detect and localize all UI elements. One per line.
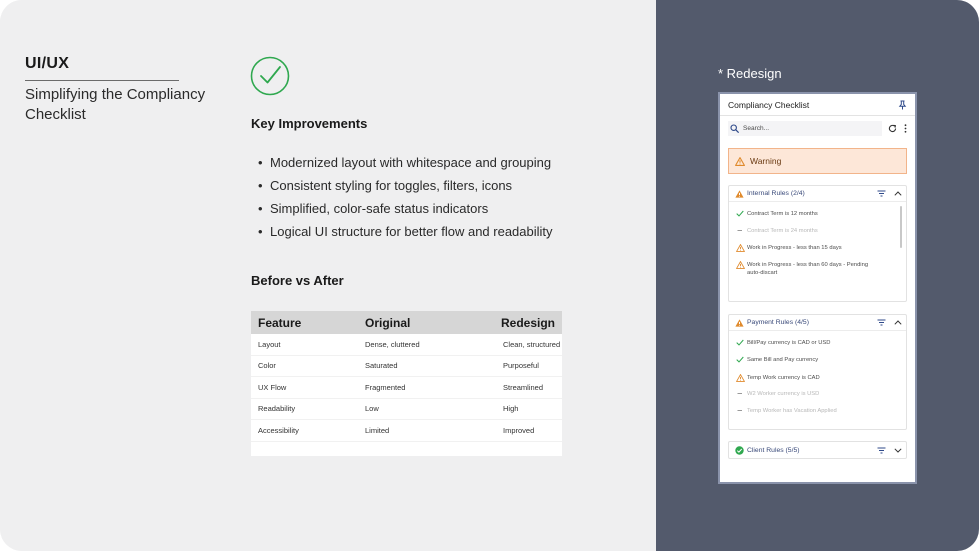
comparison-table [251,311,562,456]
rule-item [729,339,906,356]
divider [25,80,179,81]
table-cell: Color [258,361,276,371]
comparison-heading: Before vs After [251,273,344,288]
warning-icon [736,244,745,252]
list-item: • Simplified, color-safe status indicators [258,201,489,216]
check-icon [736,356,744,363]
rule-text: W2 Worker currency is USD [747,391,820,397]
rule-text: Work in Progress - less than 15 days [747,245,842,251]
panel-title: Compliancy Checklist [728,99,810,110]
rule-list [729,331,906,423]
warning-icon [735,190,744,198]
table-cell: Dense, cluttered [365,339,420,349]
table-row [251,420,562,442]
rule-group-payment [728,314,907,430]
group-header[interactable] [729,186,906,202]
table-row [251,334,562,356]
rule-text: Temp Work currency is CAD [747,374,820,381]
table-row [251,356,562,378]
slide-title: Simplifying the Compliancy Checklist [25,86,206,123]
search-input[interactable] [728,121,882,136]
warning-icon [735,157,745,166]
table-row [251,377,562,399]
rule-item [729,390,906,407]
dash-icon [736,227,744,234]
check-icon [736,339,744,346]
table-cell: Saturated [365,361,398,371]
rule-item [729,356,906,374]
refresh-icon[interactable] [888,124,897,133]
chevron-up-icon[interactable] [894,191,902,196]
chevron-down-icon[interactable] [894,448,902,453]
rule-text: Bill/Pay currency is CAD or USD [747,340,831,346]
more-vertical-icon[interactable] [904,124,907,133]
table-cell: High [503,404,519,414]
list-item: • Logical UI structure for better flow and readability [258,224,553,239]
pin-icon[interactable] [898,100,907,110]
rule-item [729,407,906,423]
rule-item [729,210,906,227]
rule-item [729,261,879,283]
table-cell: Improved [503,425,535,435]
filter-icon[interactable] [877,447,886,454]
table-cell: Streamlined [503,382,544,392]
search-icon [730,124,739,133]
section-tag: UI/UX [25,55,70,72]
improvements-list [258,154,553,246]
check-filled-icon [735,446,744,455]
column-header: Feature [258,315,302,330]
rule-text: Same Bill and Pay currency [747,356,819,363]
warning-icon [736,374,745,382]
table-cell: UX Flow [258,382,287,392]
group-header[interactable] [729,315,906,331]
rule-group-client [728,441,907,459]
rule-item [729,227,906,244]
dash-icon [736,407,744,414]
key-improvements-heading: Key Improvements [251,116,368,131]
warning-banner [728,148,907,174]
rule-text: Temp Worker has Vacation Applied [747,407,837,414]
rule-group-internal [728,185,907,302]
table-header [251,311,562,334]
rule-text: Work in Progress - less than 60 days - Pending auto-discart [747,262,869,276]
list-item: • Modernized layout with whitespace and grouping [258,155,552,170]
check-circle-icon [250,56,290,96]
group-title: Internal Rules (2/4) [747,190,805,197]
table-cell: Low [365,404,379,414]
column-header: Original [365,315,411,330]
rule-list [729,202,906,283]
check-icon [736,210,744,217]
search-row [728,121,907,136]
table-cell: Fragmented [365,382,406,392]
panel-header [720,94,915,116]
table-row [251,399,562,421]
group-tools [877,190,902,197]
filter-icon[interactable] [877,319,886,326]
table-cell: Readability [258,404,296,414]
table-cell: Layout [258,339,281,349]
group-tools [877,319,902,326]
table-cell: Accessibility [258,425,299,435]
group-header[interactable] [729,442,906,458]
search-placeholder: Search... [743,125,770,132]
table-cell: Limited [365,425,390,435]
rule-text: Contract Term is 12 months [747,211,818,217]
group-title: Payment Rules (4/5) [747,319,809,326]
dash-icon [736,390,744,397]
list-item: • Consistent styling for toggles, filters, icons [258,178,513,193]
table-cell: Clean, structured [503,339,561,349]
warning-icon [736,261,745,269]
redesign-label: * Redesign [718,66,782,81]
compliancy-checklist-panel [718,92,917,484]
rule-item [729,244,906,261]
warning-text: Warning [750,156,782,166]
table-cell: Purposeful [503,361,539,371]
scrollbar[interactable] [900,206,902,248]
column-header: Redesign [501,315,556,330]
rule-item [729,374,906,391]
search-tools [888,124,907,133]
rule-text: Contract Term is 24 months [747,228,818,234]
warning-icon [735,319,744,327]
filter-icon[interactable] [877,190,886,197]
group-tools [877,447,902,454]
group-title: Client Rules (5/5) [747,446,800,454]
chevron-up-icon[interactable] [894,320,902,325]
